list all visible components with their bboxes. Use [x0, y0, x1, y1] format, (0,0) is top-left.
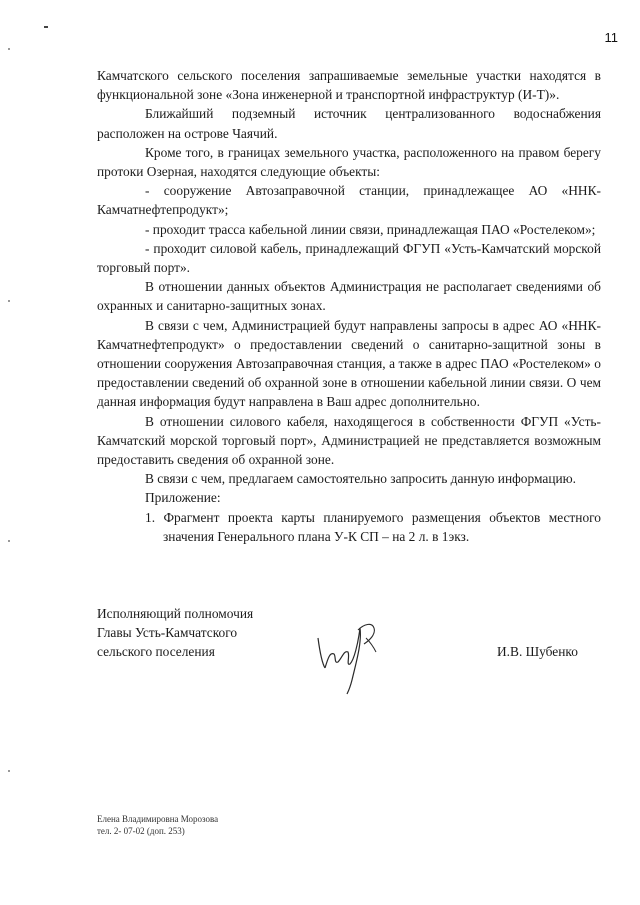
page-number: 11	[604, 30, 618, 45]
scan-edge-mark	[8, 300, 10, 302]
paragraph-objects-intro: Кроме того, в границах земельного участка, расположенного на правом берегу протоки Озерная, находятся следующие объекты:	[97, 144, 601, 180]
scan-edge-mark	[8, 540, 10, 542]
signer-name: И.В. Шубенко	[497, 644, 578, 659]
paragraph-zone-info: Камчатского сельского поселения запрашиваемые земельные участки находятся в функциональной зоне «Зона инженерной и транспортной инфраструктур (И-Т)».	[97, 68, 601, 103]
attachment-heading: Приложение:	[145, 490, 221, 506]
paragraph-no-info: В отношении данных объектов Администрация не располагает сведениями об охранных и санитарно-защитных зонах.	[97, 279, 601, 314]
attachment-item: 1. Фрагмент проекта карты планируемого размещения объектов местного значения Генерального плана У-К СП – на 2 л. в 1экз.	[145, 509, 601, 544]
paragraph-object-power-cable: - проходит силовой кабель, принадлежащий ФГУП «Усть-Камчатский морской торговый порт».	[97, 240, 601, 276]
paragraph-object-cable-line: - проходит трасса кабельной линии связи, принадлежащая ПАО «Ростелеком»;	[145, 221, 596, 237]
scan-edge-mark	[44, 26, 48, 28]
letter-body	[97, 66, 601, 546]
footer-executor-name: Елена Владимировна Морозова	[97, 814, 219, 824]
paragraph-power-cable-zone: В отношении силового кабеля, находящегося в собственности ФГУП «Усть-Камчатский морской торговый порт», Администрацией не представляется возможным предоставить сведения об охранной зоне.	[97, 413, 601, 468]
paragraph-object-gas-station: - сооружение Автозаправочной станции, принадлежащее АО «ННК-Камчатнефтепродукт»;	[97, 183, 601, 218]
scan-edge-mark	[8, 770, 10, 772]
scan-edge-mark	[8, 48, 10, 50]
handwritten-signature	[300, 608, 390, 698]
paragraph-suggestion: В связи с чем, предлагаем самостоятельно запросить данную информацию.	[145, 471, 577, 487]
paragraph-water-source: Ближайший подземный источник централизованного водоснабжения расположен на острове Чаячий.	[97, 106, 601, 141]
paragraph-requests: В связи с чем, Администрацией будут направлены запросы в адрес АО «ННК-Камчатнефтепродукт» о предоставлении сведений о санитарно-защитной зоны в отношении сооружения Автозаправочная станция, а также в адрес ПАО «Ростелеком» о предоставлении сведений об охранной зоне в отношении кабельной линии связи. О чем данная информация будут направлена в Ваш адрес дополнительно.	[97, 317, 601, 410]
footer-contact	[97, 813, 218, 837]
footer-phone: тел. 2- 07-02 (доп. 253)	[97, 826, 185, 836]
signature-block	[97, 604, 253, 662]
signer-position-line2: Главы Усть-Камчатского	[97, 625, 238, 641]
signer-position-line1: Исполняющий полномочия	[97, 606, 254, 621]
signer-position-line3: сельского поселения	[97, 644, 215, 660]
